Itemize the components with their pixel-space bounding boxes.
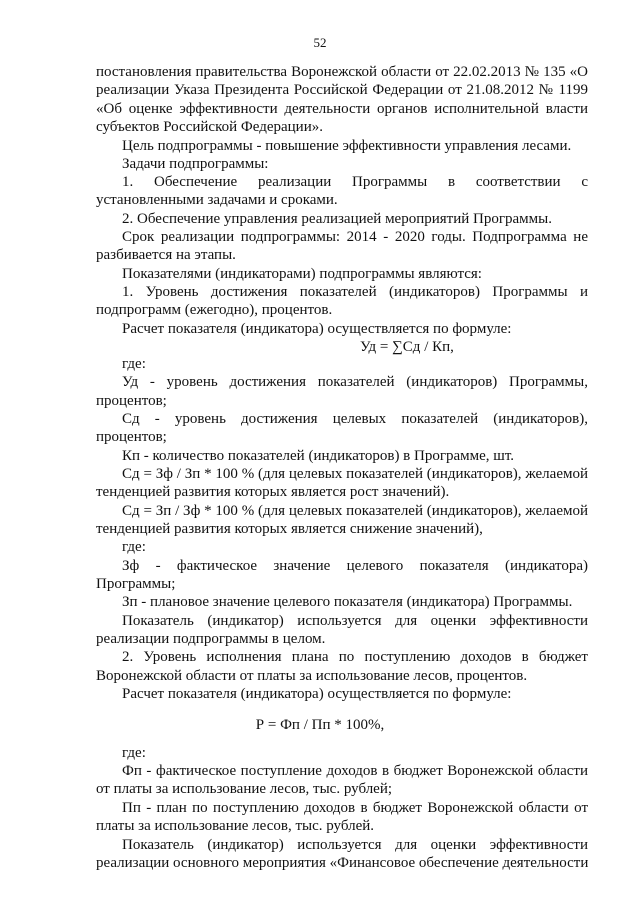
text-line: Уд - уровень достижения показателей (индикаторов) Программы, — [122, 374, 588, 390]
text-line: Задачи подпрограммы: — [122, 156, 269, 172]
text-line: Фп - фактическое поступление доходов в бюджет Воронежской области — [122, 763, 588, 779]
text-line: Показателями (индикаторами) подпрограммы являются: — [122, 266, 482, 282]
text-line: подпрограмм (ежегодно), процентов. — [96, 302, 333, 318]
text-line: разбивается на этапы. — [96, 247, 236, 263]
text-line: Сд = Зп / Зф * 100 % (для целевых показателей (индикаторов), желаемой — [122, 503, 588, 519]
formula-r: Р = Фп / Пп * 100%, — [255, 717, 385, 733]
text-line: 2. Обеспечение управления реализацией мероприятий Программы. — [122, 211, 552, 227]
text-line: тенденцией развития которых является рост значений). — [96, 484, 450, 500]
text-line: постановления правительства Воронежской области от 22.02.2013 № 135 «О — [96, 64, 588, 80]
text-line: Расчет показателя (индикатора) осуществляется по формуле: — [122, 686, 512, 702]
text-line: 1. Уровень достижения показателей (индикаторов) Программы и — [122, 284, 588, 300]
text-line: Расчет показателя (индикатора) осуществляется по формуле: — [122, 321, 512, 337]
text-line: Программы; — [96, 576, 176, 592]
text-line: Сд - уровень достижения целевых показателей (индикаторов), — [122, 411, 588, 427]
text-line: Кп - количество показателей (индикаторов) в Программе, шт. — [122, 448, 515, 464]
text-line: Сд = Зф / Зп * 100 % (для целевых показателей (индикаторов), желаемой — [122, 466, 588, 482]
text-line: где: — [122, 539, 146, 555]
text-line: 2. Уровень исполнения плана по поступлению доходов в бюджет — [122, 649, 588, 665]
text-line: Показатель (индикатор) используется для оценки эффективности — [122, 837, 588, 853]
formula-ud: Уд = ∑Сд / Кп, — [360, 339, 454, 355]
text-line: реализации подпрограммы в целом. — [96, 631, 326, 647]
text-line: Срок реализации подпрограммы: 2014 - 2020 годы. Подпрограмма не — [122, 229, 588, 245]
text-line: Цель подпрограммы - повышение эффективности управления лесами. — [122, 138, 572, 154]
text-line: установленными задачами и сроками. — [96, 192, 338, 208]
text-line: реализации Указа Президента Российской Федерации от 21.08.2012 № 1199 — [96, 82, 588, 98]
text-line: Воронежской области от платы за использование лесов, процентов. — [96, 668, 528, 684]
text-line: «Об оценке эффективности деятельности органов исполнительной власти — [96, 101, 588, 117]
text-line: где: — [122, 745, 146, 761]
text-line: платы за использование лесов, тыс. рублей. — [96, 818, 375, 834]
text-line: Пп - план по поступлению доходов в бюджет Воронежской области от — [122, 800, 588, 816]
page-number: 52 — [313, 35, 327, 50]
text-line: субъектов Российской Федерации». — [96, 119, 323, 135]
text-line: реализации основного мероприятия «Финансовое обеспечение деятельности — [96, 855, 589, 871]
text-line: Зф - фактическое значение целевого показателя (индикатора) — [122, 558, 588, 574]
text-line: Показатель (индикатор) используется для оценки эффективности — [122, 613, 588, 629]
text-line: процентов; — [96, 393, 167, 409]
text-line: тенденцией развития которых является снижение значений), — [96, 521, 483, 537]
text-line: 1. Обеспечение реализации Программы в соответствии с — [122, 174, 588, 190]
text-line: где: — [122, 356, 146, 372]
text-line: Зп - плановое значение целевого показателя (индикатора) Программы. — [122, 594, 573, 610]
text-line: от платы за использование лесов, тыс. рублей; — [96, 781, 393, 797]
text-line: процентов; — [96, 429, 167, 445]
